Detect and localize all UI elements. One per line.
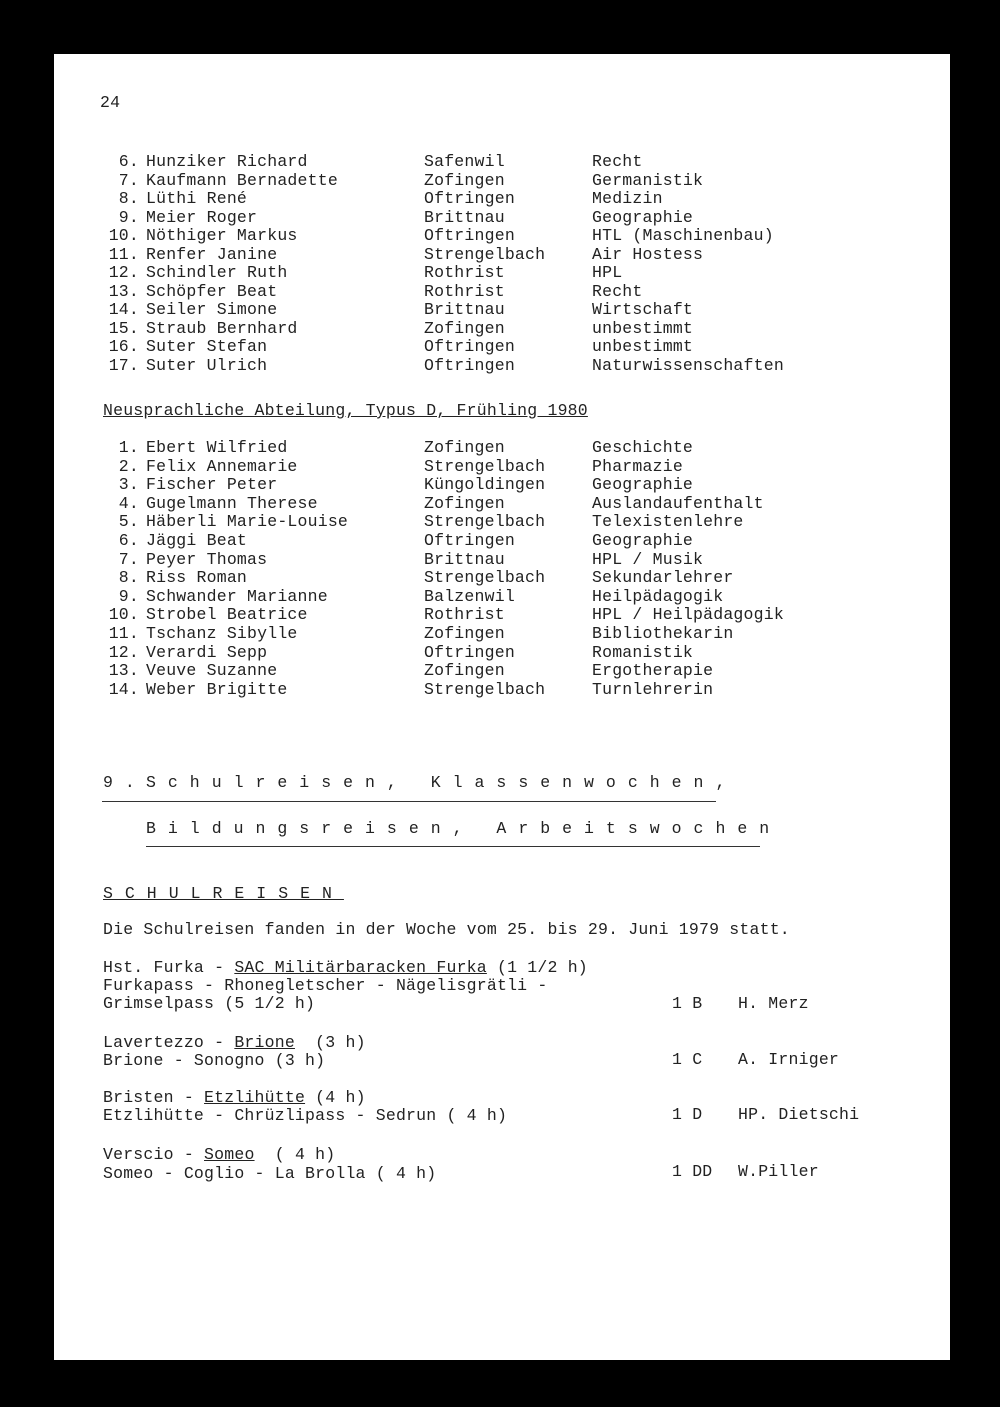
student-name: Verardi Sepp	[146, 642, 268, 662]
trip2-class: 1 C	[672, 1050, 703, 1069]
list-number: 14.	[108, 679, 139, 699]
student-name: Renfer Janine	[146, 244, 278, 264]
student-name: Tschanz Sibylle	[146, 624, 298, 643]
list-number: 11.	[108, 624, 139, 643]
trip2-teacher: A. Irniger	[738, 1050, 840, 1069]
student-name: Suter Ulrich	[146, 355, 268, 375]
list-number: 17.	[108, 355, 139, 375]
page-number: 24	[100, 93, 121, 112]
list-number: 14.	[108, 300, 139, 319]
home-town: Oftringen	[424, 355, 515, 375]
field-of-study: Germanistik	[592, 170, 704, 190]
field-of-study: Recht	[592, 152, 643, 171]
student-name: Kaufmann Bernadette	[146, 170, 338, 190]
home-town: Zofingen	[424, 661, 505, 681]
field-of-study: Turnlehrerin	[592, 679, 714, 699]
home-town: Zofingen	[424, 624, 505, 643]
student-name: Weber Brigitte	[146, 679, 288, 699]
home-town: Safenwil	[424, 152, 505, 171]
list-number: 9.	[118, 586, 139, 606]
trip3-line2: Etzlihütte - Chrüzlipass - Sedrun ( 4 h)	[103, 1106, 508, 1125]
field-of-study: Geographie	[592, 475, 694, 495]
trip4-line2: Someo - Coglio - La Brolla ( 4 h)	[103, 1164, 437, 1183]
home-town: Rothrist	[424, 605, 505, 625]
list-number: 3.	[118, 475, 139, 495]
field-of-study: Heilpädagogik	[592, 586, 724, 606]
field-of-study: Ergotherapie	[592, 661, 714, 681]
schulreisen-intro: Die Schulreisen fanden in der Woche vom 25. bis 29. Juni 1979 statt.	[103, 920, 790, 939]
field-of-study: Romanistik	[592, 642, 694, 662]
trip2-line1: Lavertezzo - Brione (3 h)	[103, 1033, 366, 1052]
trip3-class: 1 D	[672, 1105, 703, 1124]
student-name: Lüthi René	[146, 189, 248, 208]
home-town: Brittnau	[424, 300, 505, 319]
list-number: 7.	[118, 549, 139, 569]
home-town: Oftringen	[424, 642, 515, 662]
student-name: Suter Stefan	[146, 337, 268, 356]
field-of-study: Recht	[592, 281, 643, 301]
trip4-teacher: W.Piller	[738, 1162, 819, 1181]
trip1-teacher: H. Merz	[738, 994, 809, 1013]
home-town: Zofingen	[424, 170, 505, 190]
student-name: Meier Roger	[146, 207, 258, 227]
list-number: 5.	[118, 512, 139, 532]
document-page	[54, 54, 950, 1360]
home-town: Küngoldingen	[424, 475, 546, 495]
field-of-study: Bibliothekarin	[592, 624, 734, 643]
list-number: 13.	[108, 281, 139, 301]
chapter-title-line2: Bildungsreisen, Arbeitswochen	[146, 819, 782, 838]
field-of-study: Telexistenlehre	[592, 512, 744, 532]
trip2-line2: Brione - Sonogno (3 h)	[103, 1051, 326, 1070]
student-name: Ebert Wilfried	[146, 438, 288, 457]
list-number: 12.	[108, 263, 139, 282]
home-town: Strengelbach	[424, 456, 546, 476]
schulreisen-heading: SCHULREISEN	[103, 884, 344, 903]
chapter-title-line1: Schulreisen, Klassenwochen,	[146, 773, 738, 792]
student-name: Seiler Simone	[146, 300, 278, 319]
field-of-study: Auslandaufenthalt	[592, 493, 764, 513]
field-of-study: Pharmazie	[592, 456, 683, 476]
home-town: Zofingen	[424, 438, 505, 457]
student-name: Riss Roman	[146, 568, 248, 588]
student-name: Straub Bernhard	[146, 318, 298, 338]
trip4-line1: Verscio - Someo ( 4 h)	[103, 1145, 336, 1164]
list-number: 6.	[118, 531, 139, 550]
list-number: 10.	[108, 226, 139, 245]
field-of-study: HTL (Maschinenbau)	[592, 226, 774, 245]
trip1-line2: Furkapass - Rhonegletscher - Nägelisgrätli -	[103, 976, 548, 995]
home-town: Balzenwil	[424, 586, 515, 606]
student-name: Hunziker Richard	[146, 152, 308, 171]
student-name: Häberli Marie-Louise	[146, 512, 349, 532]
chapter-number: 9.	[103, 773, 147, 792]
field-of-study: Geographie	[592, 531, 694, 550]
home-town: Brittnau	[424, 207, 505, 227]
home-town: Oftringen	[424, 189, 515, 208]
field-of-study: unbestimmt	[592, 318, 694, 338]
list-number: 13.	[108, 661, 139, 681]
list-number: 16.	[108, 337, 139, 356]
list-number: 8.	[118, 568, 139, 588]
list-number: 12.	[108, 642, 139, 662]
field-of-study: Geschichte	[592, 438, 694, 457]
list-number: 15.	[108, 318, 139, 338]
home-town: Brittnau	[424, 549, 505, 569]
home-town: Rothrist	[424, 263, 505, 282]
home-town: Oftringen	[424, 226, 515, 245]
home-town: Strengelbach	[424, 244, 546, 264]
trip4-class: 1 DD	[672, 1162, 713, 1181]
student-name: Felix Annemarie	[146, 456, 298, 476]
student-name: Veuve Suzanne	[146, 661, 278, 681]
field-of-study: Wirtschaft	[592, 300, 694, 319]
home-town: Oftringen	[424, 531, 515, 550]
home-town: Rothrist	[424, 281, 505, 301]
student-name: Peyer Thomas	[146, 549, 268, 569]
student-name: Nöthiger Markus	[146, 226, 298, 245]
list-number: 11.	[108, 244, 139, 264]
field-of-study: Naturwissenschaften	[592, 355, 784, 375]
field-of-study: HPL / Heilpädagogik	[592, 605, 784, 625]
list-number: 9.	[118, 207, 139, 227]
trip3-line1: Bristen - Etzlihütte (4 h)	[103, 1088, 366, 1107]
field-of-study: HPL / Musik	[592, 549, 704, 569]
trip1-line3: Grimselpass (5 1/2 h)	[103, 994, 316, 1013]
field-of-study: HPL	[592, 263, 623, 282]
list-number: 6.	[118, 152, 139, 171]
list-number: 8.	[118, 189, 139, 208]
student-name: Schwander Marianne	[146, 586, 328, 606]
home-town: Zofingen	[424, 493, 505, 513]
list-number: 7.	[118, 170, 139, 190]
field-of-study: Medizin	[592, 189, 663, 208]
list-number: 4.	[118, 493, 139, 513]
student-name: Gugelmann Therese	[146, 493, 318, 513]
field-of-study: unbestimmt	[592, 337, 694, 356]
student-name: Jäggi Beat	[146, 531, 248, 550]
home-town: Zofingen	[424, 318, 505, 338]
student-name: Schöpfer Beat	[146, 281, 278, 301]
field-of-study: Air Hostess	[592, 244, 704, 264]
chapter-underline-2	[146, 846, 760, 847]
student-name: Schindler Ruth	[146, 263, 288, 282]
home-town: Strengelbach	[424, 512, 546, 532]
student-name: Fischer Peter	[146, 475, 278, 495]
trip1-class: 1 B	[672, 994, 703, 1013]
list-number: 10.	[108, 605, 139, 625]
home-town: Strengelbach	[424, 679, 546, 699]
list-number: 2.	[118, 456, 139, 476]
student-name: Strobel Beatrice	[146, 605, 308, 625]
section-heading-typus-d: Neusprachliche Abteilung, Typus D, Frühling 1980	[103, 401, 588, 420]
home-town: Strengelbach	[424, 568, 546, 588]
home-town: Oftringen	[424, 337, 515, 356]
field-of-study: Sekundarlehrer	[592, 568, 734, 588]
trip1-line1: Hst. Furka - SAC Militärbaracken Furka (1 1/2 h)	[103, 958, 588, 977]
list-number: 1.	[118, 438, 139, 457]
trip3-teacher: HP. Dietschi	[738, 1105, 860, 1124]
chapter-underline-1	[102, 801, 716, 802]
field-of-study: Geographie	[592, 207, 694, 227]
